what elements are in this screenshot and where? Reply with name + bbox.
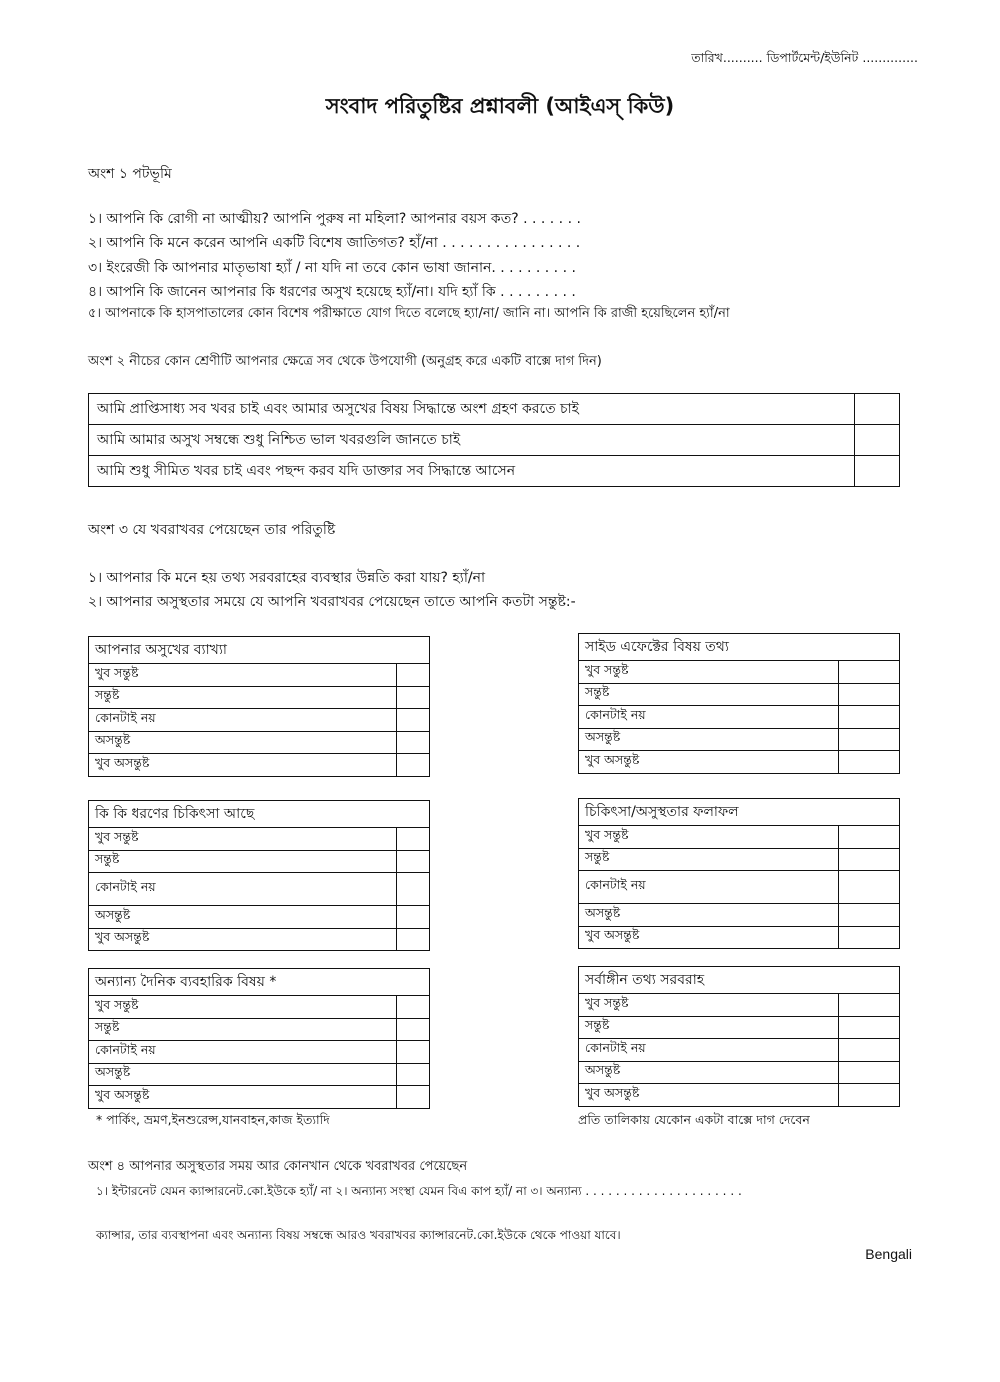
option-label: আমি শুধু সীমিত খবর চাই এবং পছন্দ করব যদি ডাক্তার সব সিদ্ধান্তে আসেন	[89, 456, 855, 487]
table-row	[89, 873, 430, 906]
rating-checkbox[interactable]	[839, 1061, 900, 1084]
option-label: আমি প্রাপ্তিসাধ্য সব খবর চাই এবং আমার অসুখের বিষয় সিদ্ধান্তে অংশ গ্রহণ করতে চাই	[89, 394, 855, 425]
table-row	[89, 1041, 430, 1064]
section4-sources-line: ১। ইন্টারনেট যেমন ক্যান্সারনেট.কো.ইউকে হ্যাঁ/ না ২। অন্যান্য সংস্থা যেমন বিএ কাপ হ্যাঁ/ না ৩। অন্যান্য . . . . . . . . . . . . . . . . . . . . .	[96, 1184, 742, 1198]
scale-label: সন্তুষ্ট	[89, 1018, 397, 1041]
table-row	[579, 826, 900, 849]
table-row	[89, 828, 430, 851]
table-row	[89, 754, 430, 777]
table-row	[579, 994, 900, 1017]
section3-question-1: ১। আপনার কি মনে হয় তথ্য সরবরাহের ব্যবস্থার উন্নতি করা যায়? হ্যাঁ/না	[88, 570, 486, 586]
rating-checkbox[interactable]	[397, 731, 430, 754]
rating-table-title: কি কি ধরণের চিকিৎসা আছে	[89, 801, 430, 828]
scale-label: খুব সন্তুষ্ট	[579, 661, 839, 684]
table-row	[89, 709, 430, 732]
rating-checkbox[interactable]	[397, 754, 430, 777]
page-title: সংবাদ পরিতুষ্টির প্রশ্নাবলী (আইএস্ কিউ)	[325, 94, 675, 118]
rating-table-title: সর্বাঙ্গীন তথ্য সরবরাহ	[579, 967, 900, 994]
scale-label: খুব সন্তুষ্ট	[89, 996, 397, 1019]
rating-table-side-effects	[578, 633, 900, 774]
table-row	[89, 1018, 430, 1041]
rating-checkbox[interactable]	[839, 1084, 900, 1107]
rating-checkbox[interactable]	[397, 686, 430, 709]
footer-cancer-info-note: ক্যান্সার, তার ব্যবস্থাপনা এবং অন্যান্য বিষয় সম্বন্ধে আরও খবরাখবর ক্যান্সারনেট.কো.ইউকে থেকে পাওয়া যাবে।	[96, 1228, 621, 1242]
rating-checkbox[interactable]	[397, 906, 430, 929]
rating-checkbox[interactable]	[839, 728, 900, 751]
table-row	[89, 394, 900, 425]
information-preference-table	[88, 393, 900, 487]
rating-checkbox[interactable]	[397, 828, 430, 851]
table-row	[579, 728, 900, 751]
rating-table-title: অন্যান্য দৈনিক ব্যবহারিক বিষয় *	[89, 969, 430, 996]
table-row	[89, 906, 430, 929]
rating-checkbox[interactable]	[397, 928, 430, 951]
scale-label: সন্তুষ্ট	[89, 850, 397, 873]
rating-table-treatment-types	[88, 800, 430, 951]
table-row	[89, 928, 430, 951]
rating-checkbox[interactable]	[839, 1039, 900, 1062]
scale-label: অসন্তুষ্ট	[89, 906, 397, 929]
scale-label: সন্তুষ্ট	[89, 686, 397, 709]
date-department-line	[691, 50, 918, 70]
rating-checkbox[interactable]	[839, 661, 900, 684]
rating-checkbox[interactable]	[839, 994, 900, 1017]
rating-checkbox[interactable]	[839, 904, 900, 927]
department-blank[interactable]: ..............	[862, 50, 918, 65]
table-row	[579, 706, 900, 729]
rating-checkbox[interactable]	[397, 1018, 430, 1041]
section1-question-5: ৫। আপনাকে কি হাসপাতালের কোন বিশেষ পরীক্ষাতে যোগ দিতে বলেছে হ্যা/না/ জানি না। আপনি কি রাজী হয়েছিলেন হ্যাঁ/না	[88, 306, 730, 321]
table-row	[579, 926, 900, 949]
scale-label: অসন্তুষ্ট	[579, 1061, 839, 1084]
table-row	[579, 1016, 900, 1039]
rating-checkbox[interactable]	[397, 1086, 430, 1109]
scale-label: অসন্তুষ্ট	[89, 731, 397, 754]
scale-label: খুব অসন্তুষ্ট	[89, 928, 397, 951]
scale-label: অসন্তুষ্ট	[579, 904, 839, 927]
rating-checkbox[interactable]	[839, 826, 900, 849]
rating-checkbox[interactable]	[839, 751, 900, 774]
language-label: Bengali	[865, 1246, 912, 1262]
table-row	[89, 456, 900, 487]
section3-heading: অংশ ৩ যে খবরাখবর পেয়েছেন তার পরিতুষ্টি	[88, 522, 336, 538]
rating-checkbox[interactable]	[397, 664, 430, 687]
section1-question-4: ৪। আপনি কি জানেন আপনার কি ধরণের অসুখ হয়েছে হ্যাঁ/না। যদি হ্যাঁ কি . . . . . . . . .	[88, 284, 576, 300]
checkbox-option-2[interactable]	[855, 425, 900, 456]
rating-table-treatment-outcome	[578, 798, 900, 949]
table-row	[89, 731, 430, 754]
scale-label: খুব অসন্তুষ্ট	[579, 1084, 839, 1107]
scale-label: খুব অসন্তুষ্ট	[89, 1086, 397, 1109]
rating-checkbox[interactable]	[397, 709, 430, 732]
table-row	[89, 686, 430, 709]
rating-table-overall-information	[578, 966, 900, 1107]
rating-checkbox[interactable]	[397, 873, 430, 906]
rating-checkbox[interactable]	[839, 848, 900, 871]
table-row	[89, 664, 430, 687]
scale-label: সন্তুষ্ট	[579, 683, 839, 706]
date-label: তারিখ	[691, 50, 723, 65]
scale-label: খুব অসন্তুষ্ট	[579, 751, 839, 774]
rating-table-title: সাইড এফেক্টের বিষয় তথ্য	[579, 634, 900, 661]
checkbox-option-3[interactable]	[855, 456, 900, 487]
section2-heading: অংশ ২ নীচের কোন শ্রেণীটি আপনার ক্ষেত্রে সব থেকে উপযোগী (অনুগ্রহ করে একটি বাক্সে দাগ দিন)	[88, 354, 602, 369]
table-row	[579, 848, 900, 871]
table-row	[89, 850, 430, 873]
scale-label: খুব সন্তুষ্ট	[89, 828, 397, 851]
option-label: আমি আমার অসুখ সম্বন্ধে শুধু নিশ্চিত ভাল খবরগুলি জানতে চাই	[89, 425, 855, 456]
rating-checkbox[interactable]	[397, 1041, 430, 1064]
department-label: ডিপার্টমেন্ট/ইউনিট	[766, 50, 859, 65]
section1-question-2: ২। আপনি কি মনে করেন আপনি একটি বিশেষ জাতিগত? হাঁ/না . . . . . . . . . . . . . . . .	[88, 235, 581, 251]
rating-checkbox[interactable]	[839, 871, 900, 904]
table-row	[579, 1039, 900, 1062]
scale-label: সন্তুষ্ট	[579, 848, 839, 871]
date-blank[interactable]: ..........	[722, 50, 763, 65]
scale-label: সন্তুষ্ট	[579, 1016, 839, 1039]
table-row	[89, 425, 900, 456]
table-row	[89, 1086, 430, 1109]
table-row	[579, 1084, 900, 1107]
section4-heading: অংশ ৪ আপনার অসুস্থতার সময় আর কোনখান থেকে খবরাখবর পেয়েছেন	[88, 1159, 468, 1174]
table-row	[579, 751, 900, 774]
rating-checkbox[interactable]	[397, 996, 430, 1019]
table-row	[579, 1061, 900, 1084]
rating-checkbox[interactable]	[839, 926, 900, 949]
section1-heading: অংশ ১ পটভূমি	[88, 166, 172, 182]
scale-label: খুব অসন্তুষ্ট	[89, 754, 397, 777]
rating-checkbox[interactable]	[839, 706, 900, 729]
scale-label: কোনটাই নয়	[89, 1041, 397, 1064]
scale-label: খুব সন্তুষ্ট	[579, 826, 839, 849]
table-row	[579, 661, 900, 684]
table-row	[89, 996, 430, 1019]
section1-question-1: ১। আপনি কি রোগী না আত্মীয়? আপনি পুরুষ না মহিলা? আপনার বয়স কত? . . . . . . .	[88, 211, 581, 227]
scale-label: কোনটাই নয়	[579, 1039, 839, 1062]
scale-label: খুব সন্তুষ্ট	[89, 664, 397, 687]
scale-label: কোনটাই নয়	[89, 873, 397, 906]
scale-label: খুব অসন্তুষ্ট	[579, 926, 839, 949]
section1-question-3: ৩। ইংরেজী কি আপনার মাতৃভাষা হ্যাঁ / না যদি না তবে কোন ভাষা জানান. . . . . . . . . .	[88, 260, 576, 276]
rating-checkbox[interactable]	[397, 850, 430, 873]
table-row	[579, 871, 900, 904]
rating-table-illness-explanation	[88, 636, 430, 777]
checkbox-option-1[interactable]	[855, 394, 900, 425]
table-row	[579, 683, 900, 706]
rating-checkbox[interactable]	[839, 1016, 900, 1039]
rating-checkbox[interactable]	[397, 1063, 430, 1086]
rating-table-title: আপনার অসুখের ব্যাখ্যা	[89, 637, 430, 664]
scale-label: অসন্তুষ্ট	[89, 1063, 397, 1086]
rating-table-title: চিকিৎসা/অসুস্থতার ফলাফল	[579, 799, 900, 826]
section3-question-2: ২। আপনার অসুস্থতার সময়ে যে আপনি খবরাখবর পেয়েছেন তাতে আপনি কতটা সন্তুষ্ট:-	[88, 594, 576, 610]
scale-label: অসন্তুষ্ট	[579, 728, 839, 751]
scale-label: কোনটাই নয়	[89, 709, 397, 732]
scale-label: খুব সন্তুষ্ট	[579, 994, 839, 1017]
table-row	[579, 904, 900, 927]
footnote-practical-matters: * পার্কিং, ভ্রমণ,ইনশুরেন্স,যানবাহন,কাজ ইত্যাদি	[96, 1112, 330, 1127]
table-row	[89, 1063, 430, 1086]
scale-label: কোনটাই নয়	[579, 871, 839, 904]
rating-checkbox[interactable]	[839, 683, 900, 706]
rating-table-daily-practical	[88, 968, 430, 1109]
scale-label: কোনটাই নয়	[579, 706, 839, 729]
rating-instruction: প্রতি তালিকায় যেকোন একটা বাক্সে দাগ দেবেন	[578, 1112, 810, 1127]
